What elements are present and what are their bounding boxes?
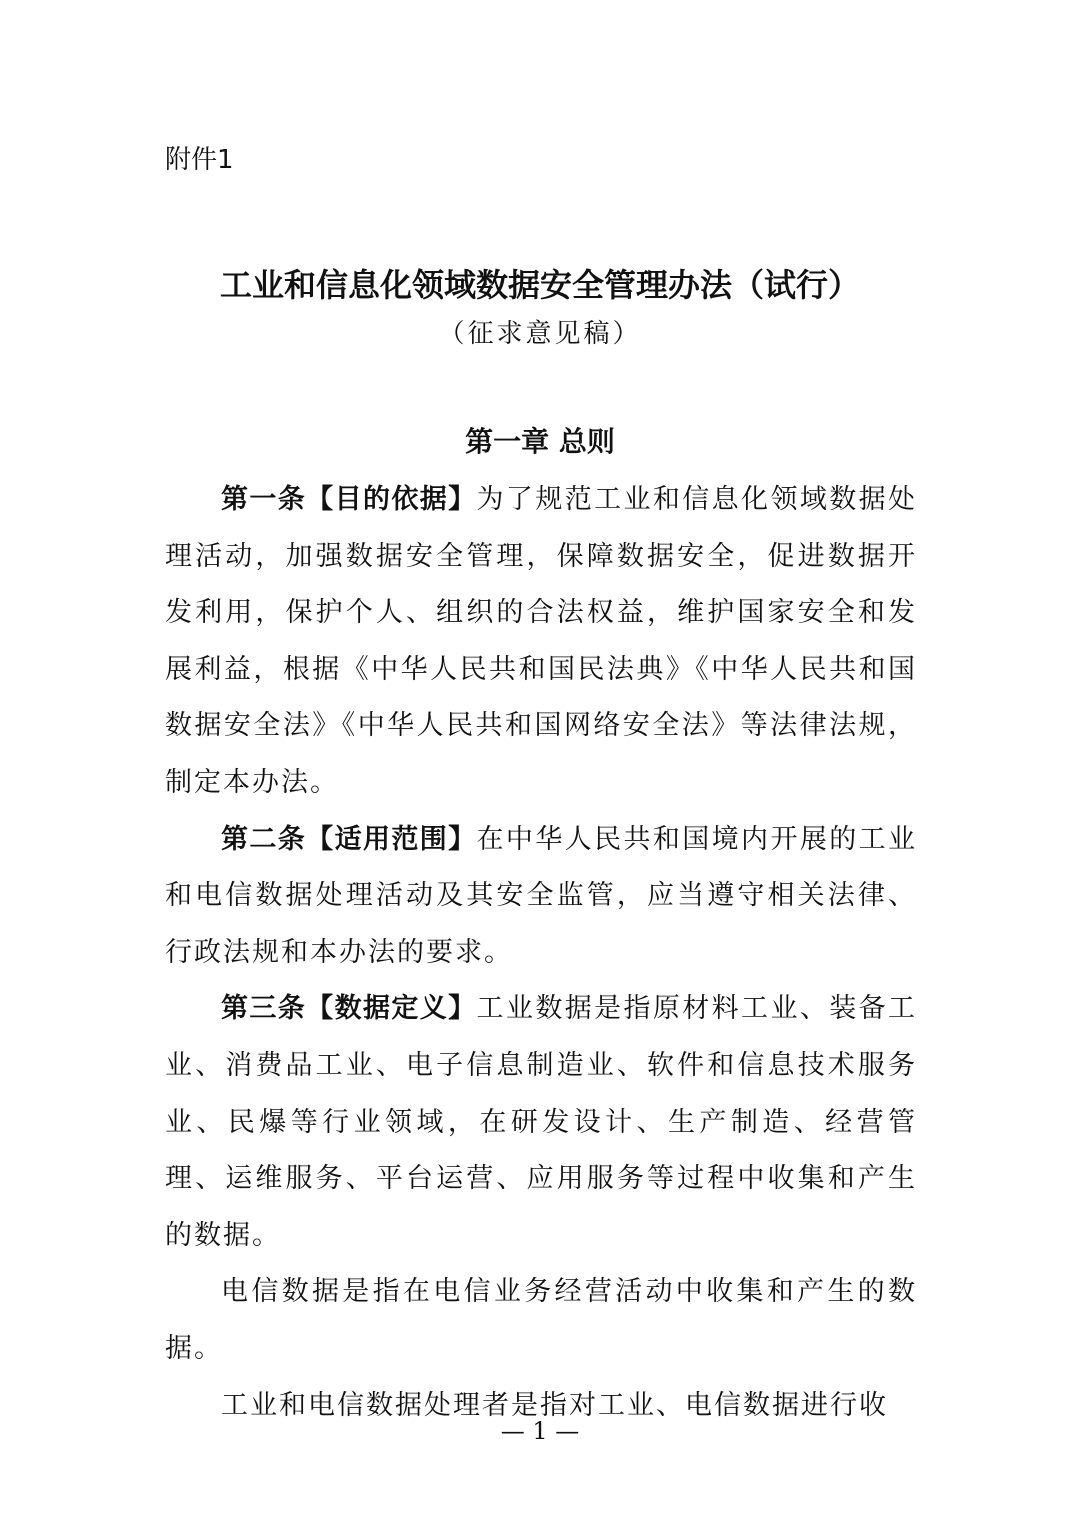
- article-3: [165, 981, 917, 1264]
- article-3-paragraph-2: [165, 1264, 917, 1377]
- article-3-heading: 第三条【数据定义】: [221, 993, 477, 1025]
- article-2-heading: 第二条【适用范围】: [221, 823, 477, 855]
- document-title: 工业和信息化领域数据安全管理办法（试行）: [219, 266, 860, 304]
- chapter-heading: 第一章 总则: [465, 425, 615, 458]
- page-number: — 1 —: [500, 1417, 580, 1445]
- article-3-paragraph-3-text: 工业和电信数据处理者是指对工业、电信数据进行收: [221, 1389, 888, 1421]
- article-2: [165, 812, 917, 982]
- article-1: [165, 472, 917, 812]
- document-body: [165, 472, 917, 1434]
- article-2-text: 在中华人民共和国境内开展的工业和电信数据处理活动及其安全监管，应当遵守相关法律、行政法规和本办法的要求。: [165, 823, 918, 968]
- article-1-text: 为了规范工业和信息化领域数据处理活动，加强数据安全管理，保障数据安全，促进数据开发利用，保护个人、组织的合法权益，维护国家安全和发展利益，根据《中华人民共和国民法典》《中华人民共和国数据安全法》《中华人民共和国网络安全法》等法律法规，制定本办法。: [165, 484, 918, 798]
- article-3-text: 工业数据是指原材料工业、装备工业、消费品工业、电子信息制造业、软件和信息技术服务业、民爆等行业领域，在研发设计、生产制造、经营管理、运维服务、平台运营、应用服务等过程中收集和产生的数据。: [165, 993, 918, 1251]
- article-1-heading: 第一条【目的依据】: [221, 484, 477, 515]
- article-3-paragraph-2-text: 电信数据是指在电信业务经营活动中收集和产生的数据。: [165, 1276, 917, 1364]
- attachment-label: 附件1: [165, 145, 234, 175]
- document-subtitle: （征求意见稿）: [438, 319, 642, 349]
